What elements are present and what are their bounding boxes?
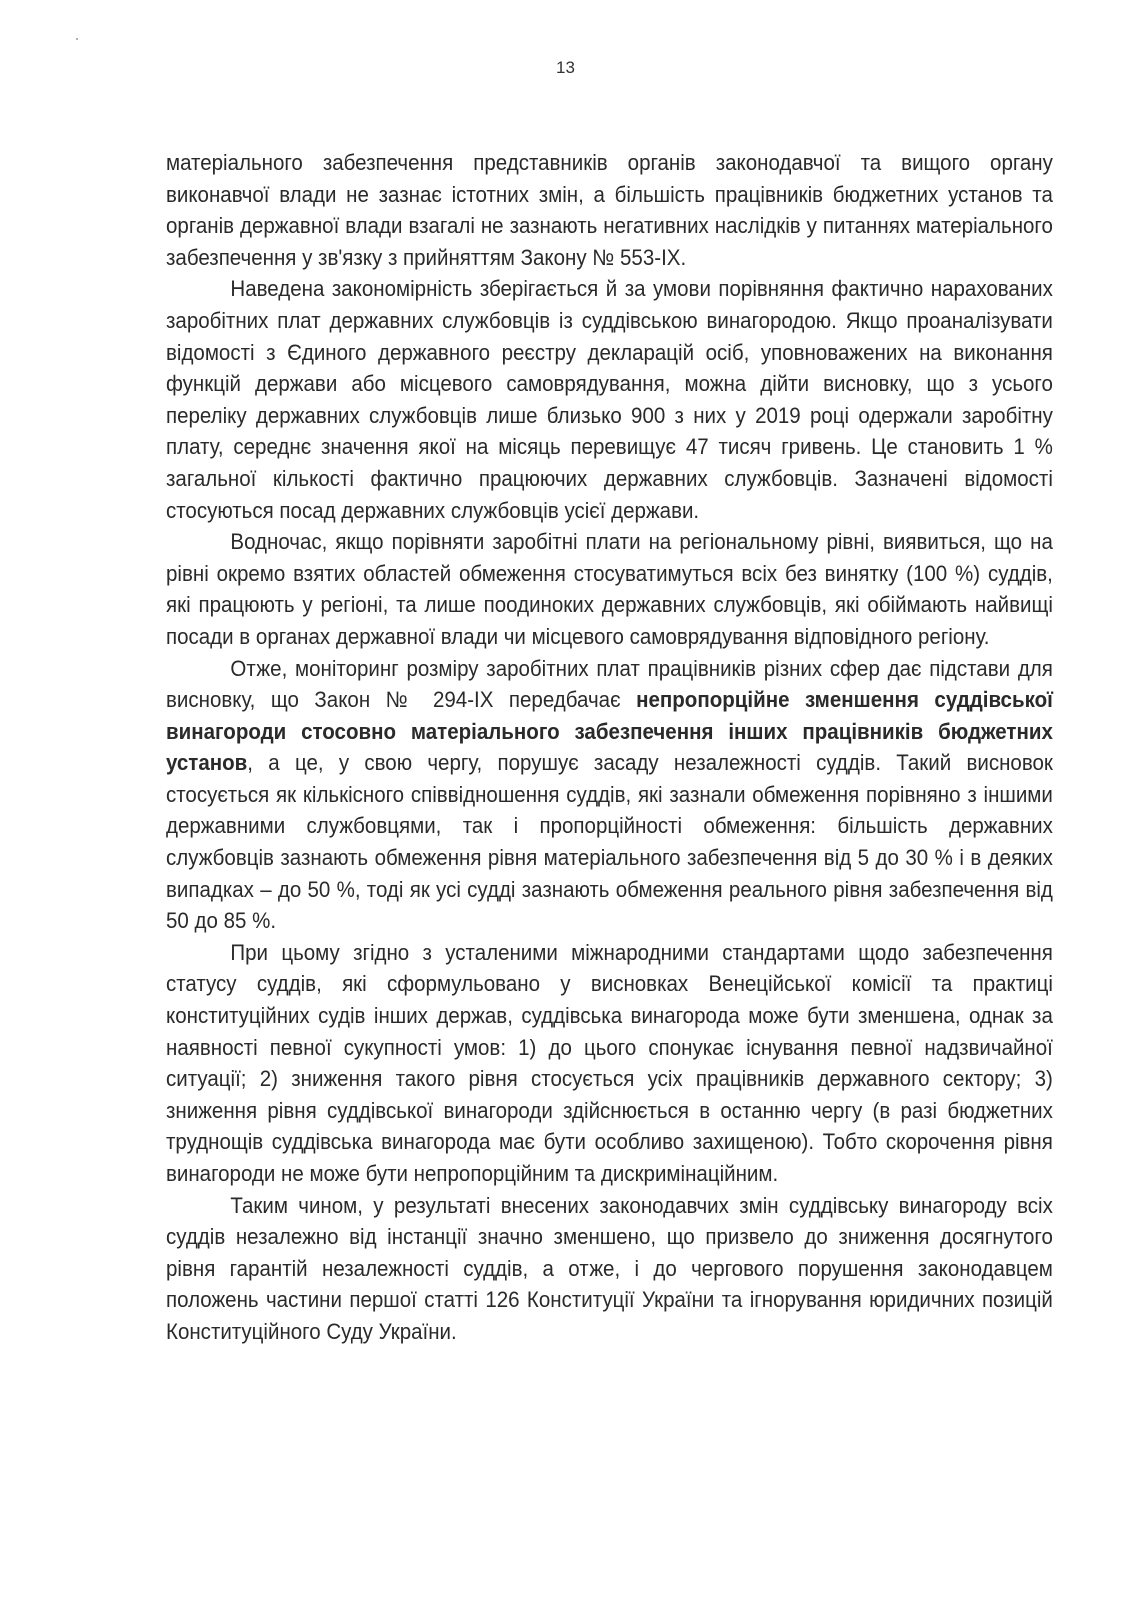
paragraph-text: , а це, у свою чергу, порушує засаду незалежності суддів. Такий висновок стосується як кількісного співвідношення суддів, які зазнали обмеження порівняно з іншими державними службовцями, так і пропорційності обмеження: більшість державних службовців зазнають обмеження рівня матеріального забезпечення від 5 до 30 % і в деяких випадках – до 50 %, тоді як усі судді зазнають обмеження реального рівня забезпечення від 50 до 85 %.: [166, 750, 1053, 934]
paragraph: [166, 526, 1053, 652]
paragraph: [166, 273, 1053, 526]
paragraph-text: Водночас, якщо порівняти заробітні плати на регіональному рівні, виявиться, що на рівні окремо взятих областей обмеження стосуватимуться всіх без винятку (100 %) суддів, які працюють у регіоні, та лише поодиноких державних службовців, які обіймають найвищі посади в органах державної влади чи місцевого самоврядування відповідного регіону.: [166, 529, 1053, 649]
page-number: 13: [556, 58, 575, 77]
paragraph-bold-text: непропорційне зменшення суддівської винагороди стосовно матеріального забезпечення інших працівників бюджетних установ: [166, 687, 1053, 776]
paragraph-text: Отже, моніторинг розміру заробітних плат працівників різних сфер дає підстави для висновку, що Закон № 294-IX передбачає: [166, 655, 1053, 713]
paragraph-text: матеріального забезпечення представників органів законодавчої та вищого органу виконавчої влади не зазнає істотних змін, а більшість працівників бюджетних установ та органів державної влади взагалі не зазнають негативних наслідків у питаннях матеріального забезпечення у зв'язку з прийняттям Закону № 553-IX.: [166, 150, 1053, 270]
scan-speck: [76, 38, 78, 40]
paragraph: [166, 937, 1053, 1190]
paragraph-text: Наведена закономірність зберігається й за умови порівняння фактично нарахованих заробітних плат державних службовців із суддівською винагородою. Якщо проаналізувати відомості з Єдиного державного реєстру декларацій осіб, уповноважених на виконання функцій держави або місцевого самоврядування, можна дійти висновку, що з усього переліку державних службовців лише близько 900 з них у 2019 році одержали заробітну плату, середнє значення якої на місяць перевищує 47 тисяч гривень. Це становить 1 % загальної кількості фактично працюючих державних службовців. Зазначені відомості стосуються посад державних службовців усієї держави.: [166, 276, 1053, 523]
paragraph: [166, 147, 1053, 273]
body-text: [166, 147, 1053, 1348]
paragraph-text: Таким чином, у результаті внесених законодавчих змін суддівську винагороду всіх суддів незалежно від інстанції значно зменшено, що призвело до зниження досягнутого рівня гарантій незалежності суддів, а отже, і до чергового порушення законодавцем положень частини першої статті 126 Конституції України та ігнорування юридичних позицій Конституційного Суду України.: [166, 1192, 1053, 1344]
paragraph: [166, 1190, 1053, 1348]
paragraph-text: При цьому згідно з усталеними міжнародними стандартами щодо забезпечення статусу суддів, які сформульовано у висновках Венеційської комісії та практиці конституційних судів інших держав, суддівська винагорода може бути зменшена, однак за наявності певної сукупності умов: 1) до цього спонукає існування певної надзвичайної ситуації; 2) зниження такого рівня стосується усіх працівників державного сектору; 3) зниження рівня суддівської винагороди здійснюється в останню чергу (в разі бюджетних труднощів суддівська винагорода має бути особливо захищеною). Тобто скорочення рівня винагороди не може бути непропорційним та дискримінаційним.: [166, 939, 1053, 1186]
paragraph: [166, 653, 1053, 937]
